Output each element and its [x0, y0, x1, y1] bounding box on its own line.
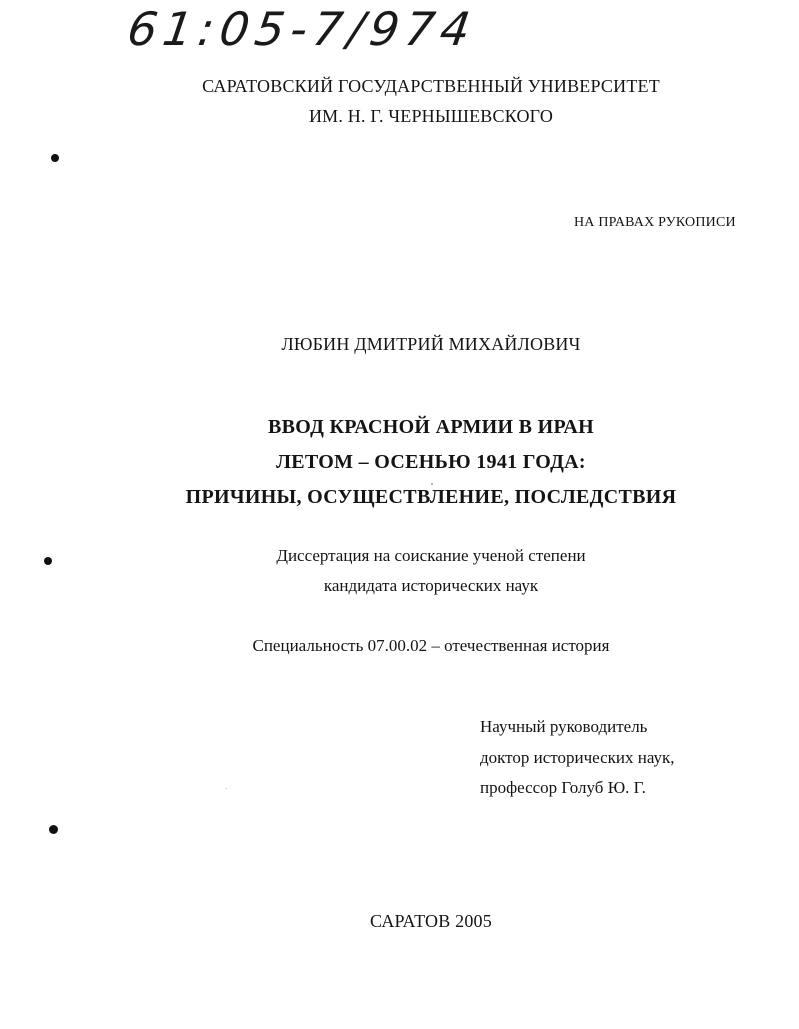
thesis-title-line-3: ПРИЧИНЫ, ОСУЩЕСТВЛЕНИЕ, ПОСЛЕДСТВИЯ	[185, 486, 677, 508]
city-and-year: САРАТОВ 2005	[370, 911, 492, 931]
advisor-name: профессор Голуб Ю. Г.	[480, 778, 646, 797]
degree-statement-line-1: Диссертация на соискание ученой степени	[276, 546, 586, 565]
binding-hole-mark	[51, 154, 59, 162]
university-named-after: ИМ. Н. Г. ЧЕРНЫШЕВСКОГО	[308, 106, 554, 126]
degree-statement-line-2: кандидата исторических наук	[323, 576, 539, 595]
binding-hole-mark	[49, 825, 58, 834]
author-name: ЛЮБИН ДМИТРИЙ МИХАЙЛОВИЧ	[281, 334, 581, 354]
manuscript-rights-note: НА ПРАВАХ РУКОПИСИ	[574, 215, 736, 230]
advisor-degree: доктор исторических наук,	[480, 748, 675, 767]
thesis-title-line-2: ЛЕТОМ – ОСЕНЬЮ 1941 ГОДА:	[276, 451, 586, 473]
scan-speck	[226, 788, 227, 789]
specialty-line: Специальность 07.00.02 – отечественная история	[252, 636, 610, 655]
scan-speck	[431, 483, 433, 485]
handwritten-catalog-number: 61:05-7/974	[124, 2, 480, 56]
advisor-heading: Научный руководитель	[480, 717, 648, 736]
thesis-title-line-1: ВВОД КРАСНОЙ АРМИИ В ИРАН	[267, 416, 595, 438]
university-name: САРАТОВСКИЙ ГОСУДАРСТВЕННЫЙ УНИВЕРСИТЕТ	[202, 76, 660, 96]
